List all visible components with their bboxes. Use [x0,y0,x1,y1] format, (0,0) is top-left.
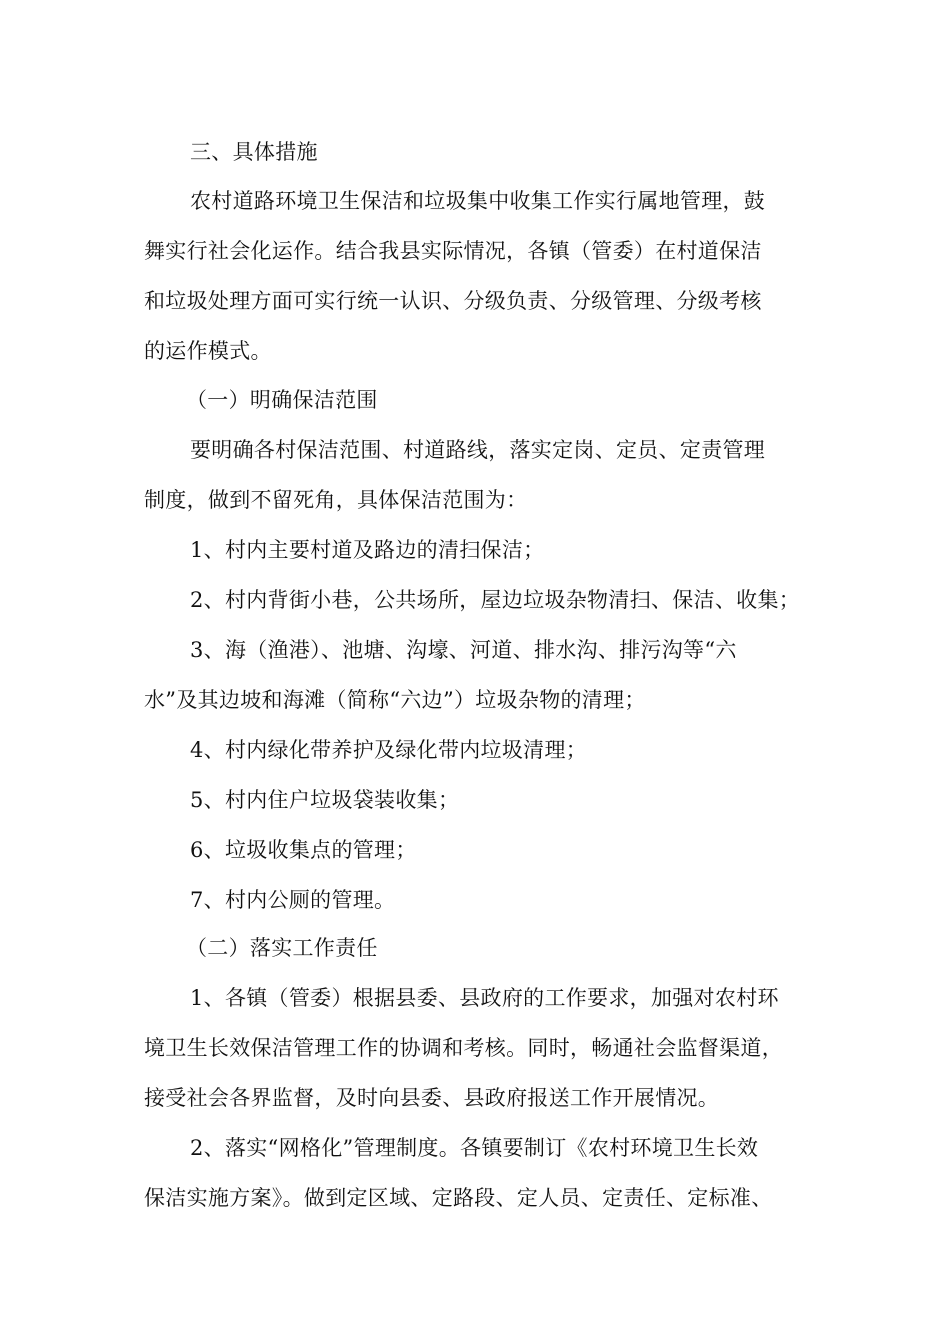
document-page: 三、具体措施 农村道路环境卫生保洁和垃圾集中收集工作实行属地管理，鼓 舞实行社会化运作。结合我县实际情况，各镇（管委）在村道保洁 和垃圾处理方面可实行统一认识、分级负责、分级管理、分级考核 的运作模式。 （一）明确保洁范围 要明确各村保洁范围、村道路线，落实定岗、定员、定责管理 制度，做到不留死角，具体保洁范围为： 1、村内主要村道及路边的清扫保洁； 2、村内背街小巷，公共场所，屋边垃圾杂物清扫、保洁、收集； 3、海（渔港）、池塘、沟壕、河道、排水沟、排污沟等“六 水”及其边坡和海滩（简称“六边”）垃圾杂物的清理； 4、村内绿化带养护及绿化带内垃圾清理； 5、村内住户垃圾袋装收集； 6、垃圾收集点的管理； 7、村内公厕的管理。 （二）落实工作责任 1、各镇（管委）根据县委、县政府的工作要求，加强对农村环 境卫生长效保洁管理工作的协调和考核。同时，畅通社会监督渠道， 接受社会各界监督，及时向县委、县政府报送工作开展情况。 2、落实“网格化”管理制度。各镇要制订《农村环境卫生长效 保洁实施方案》。做到定区域、定路段、定人员、定责任、定标准、 [144,140,801,1210]
